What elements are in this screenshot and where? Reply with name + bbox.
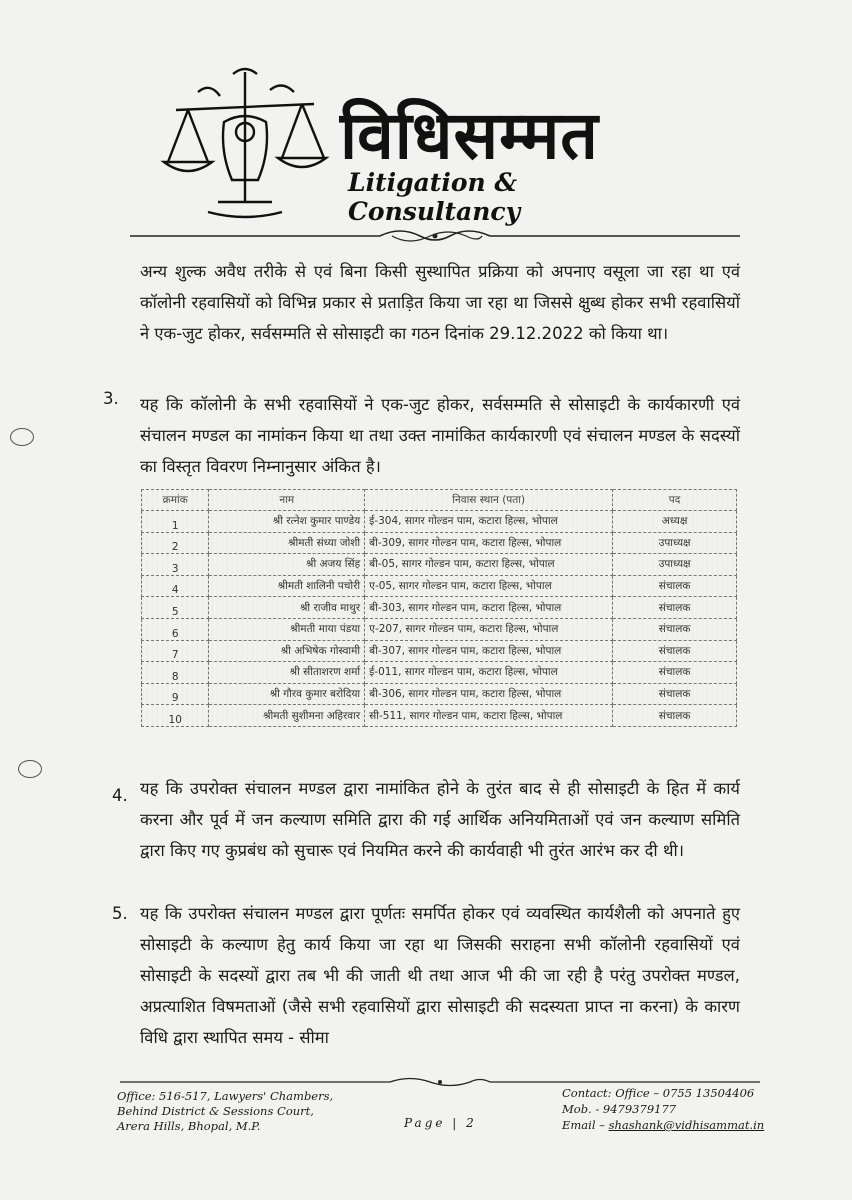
scales-of-justice-logo-icon (158, 62, 333, 222)
cell-name: श्री अजय सिंह (209, 554, 365, 576)
office-line-2: Behind District & Sessions Court, (117, 1104, 314, 1118)
table-row (142, 705, 737, 727)
paragraph-5: यह कि उपरोक्त संचालन मण्डल द्वारा पूर्णतः समर्पित होकर एवं व्यवस्थित कार्यशैली को अपनाते हुए सोसाइटी के कल्याण हेतु कार्य किया जा रहा था जिसकी सराहना सभी कॉलोनी रहवासियों एवं सोसाइटी के सदस्यों द्वारा तब भी की जाती थी तथा आज भी की जा रही है परंतु उपरोक्त मण्डल, अप्रत्याशित विषमताओं (जैसे सभी रहवासियों द्वारा सोसाइटी की सदस्यता प्राप्त ना करना) के कारण विधि द्वारा स्थापित समय - सीमा (140, 904, 740, 1047)
cell-serial: 10 (142, 705, 209, 727)
cell-serial: 8 (142, 662, 209, 684)
header-divider-ornament (130, 226, 740, 246)
cell-address: ई-304, सागर गोल्डन पाम, कटारा हिल्स, भोपाल (365, 511, 613, 533)
header-serial: क्रमांक (142, 490, 209, 511)
cell-address: बी-303, सागर गोल्डन पाम, कटारा हिल्स, भोपाल (365, 597, 613, 619)
cell-post: संचालक (613, 575, 737, 597)
cell-name: श्री रत्नेश कुमार पाण्डेय (209, 511, 365, 533)
cell-address: ए-05, सागर गोल्डन पाम, कटारा हिल्स, भोपाल (365, 575, 613, 597)
cell-serial: 6 (142, 618, 209, 640)
paragraph-3: यह कि कॉलोनी के सभी रहवासियों ने एक-जुट होकर, सर्वसम्मति से सोसाइटी के कार्यकारणी एवं संचालन मण्डल का नामांकन किया था तथा उक्त नामांकित कार्यकारणी एवं संचालन मण्डल के सदस्यों का विस्तृत विवरण निम्नानुसार अंकित है। (140, 395, 740, 476)
table-header-row (142, 490, 737, 511)
table-row (142, 597, 737, 619)
header-post: पद (613, 490, 737, 511)
table-row (142, 511, 737, 533)
email-label: Email – (562, 1118, 609, 1132)
cell-address: सी-511, सागर गोल्डन पाम, कटारा हिल्स, भोपाल (365, 705, 613, 727)
paragraph-4: यह कि उपरोक्त संचालन मण्डल द्वारा नामांकित होने के तुरंत बाद से ही सोसाइटी के हित में कार्य करना और पूर्व में जन कल्याण समिति द्वारा की गई आर्थिक अनियमिताओं एवं जन कल्याण समिति द्वारा किए गए कुप्रबंध को सुचारू एवं नियमित करने की कार्यवाही भी तुरंत आरंभ कर दी थी। (140, 779, 740, 860)
cell-post: संचालक (613, 597, 737, 619)
table-row (142, 683, 737, 705)
punch-hole-top (10, 428, 34, 446)
cell-post: संचालक (613, 705, 737, 727)
punch-hole-bottom (18, 760, 42, 778)
cell-name: श्री राजीव माथुर (209, 597, 365, 619)
header-name: नाम (209, 490, 365, 511)
email-link[interactable]: shashank@vidhisammat.in (608, 1118, 765, 1132)
contact-mobile: Mob. - 9479379177 (562, 1102, 677, 1116)
cell-post: उपाध्यक्ष (613, 554, 737, 576)
cell-post: उपाध्यक्ष (613, 532, 737, 554)
table-row (142, 618, 737, 640)
cell-serial: 5 (142, 597, 209, 619)
cell-serial: 9 (142, 683, 209, 705)
cell-post: संचालक (613, 662, 737, 684)
cell-address: बी-306, सागर गोल्डन पाम, कटारा हिल्स, भोपाल (365, 683, 613, 705)
cell-post: संचालक (613, 618, 737, 640)
paragraph-3-number: 3. (103, 389, 119, 408)
cell-serial: 1 (142, 511, 209, 533)
page-number: Page | 2 (404, 1116, 477, 1130)
contact-info (562, 1085, 764, 1133)
cell-name: श्रीमती संध्या जोशी (209, 532, 365, 554)
cell-post: संचालक (613, 640, 737, 662)
cell-serial: 3 (142, 554, 209, 576)
cell-post: अध्यक्ष (613, 511, 737, 533)
cell-address: बी-05, सागर गोल्डन पाम, कटारा हिल्स, भोपाल (365, 554, 613, 576)
cell-name: श्रीमती माया पंडया (209, 618, 365, 640)
table-row (142, 640, 737, 662)
paragraph-5-number: 5. (112, 904, 128, 923)
cell-address: ए-207, सागर गोल्डन पाम, कटारा हिल्स, भोपाल (365, 618, 613, 640)
table-row (142, 662, 737, 684)
contact-email-line (562, 1117, 764, 1133)
cell-name: श्री गौरव कुमार बरोदिया (209, 683, 365, 705)
cell-name: श्री सीताशरण शर्मा (209, 662, 365, 684)
contact-office-phone: Contact: Office – 0755 13504406 (562, 1086, 755, 1100)
cell-serial: 4 (142, 575, 209, 597)
cell-serial: 2 (142, 532, 209, 554)
brand-tagline: Litigation & Consultancy (348, 168, 521, 226)
table-row (142, 532, 737, 554)
table-row (142, 575, 737, 597)
paragraph-4-number: 4. (112, 786, 128, 805)
header-address: निवास स्थान (पता) (365, 490, 613, 511)
members-table (141, 489, 737, 727)
table-row (142, 554, 737, 576)
office-line-3: Arera Hills, Bhopal, M.P. (117, 1119, 261, 1133)
cell-name: श्री अभिषेक गोस्वामी (209, 640, 365, 662)
cell-address: बी-309, सागर गोल्डन पाम, कटारा हिल्स, भोपाल (365, 532, 613, 554)
office-address (117, 1089, 333, 1134)
letterhead (150, 60, 690, 230)
cell-name: श्रीमती शालिनी पचोरी (209, 575, 365, 597)
cell-serial: 7 (142, 640, 209, 662)
cell-address: ई-011, सागर गोल्डन पाम, कटारा हिल्स, भोपाल (365, 662, 613, 684)
cell-address: बी-307, सागर गोल्डन पाम, कटारा हिल्स, भोपाल (365, 640, 613, 662)
brand-name-hindi: विधिसम्मत (340, 97, 599, 174)
office-line-1: Office: 516-517, Lawyers' Chambers, (117, 1089, 334, 1103)
cell-name: श्रीमती सुशीमना अहिरवार (209, 705, 365, 727)
paragraph-continued: अन्य शुल्क अवैध तरीके से एवं बिना किसी सुस्थापित प्रक्रिया को अपनाए वसूला जा रहा था एवं कॉलोनी रहवासियों को विभिन्न प्रकार से प्रताड़ित किया जा रहा था जिससे क्षुब्ध होकर सभी रहवासियों ने एक-जुट होकर, सर्वसम्मति से सोसाइटी का गठन दिनांक 29.12.2022 को किया था। (140, 262, 740, 343)
cell-post: संचालक (613, 683, 737, 705)
